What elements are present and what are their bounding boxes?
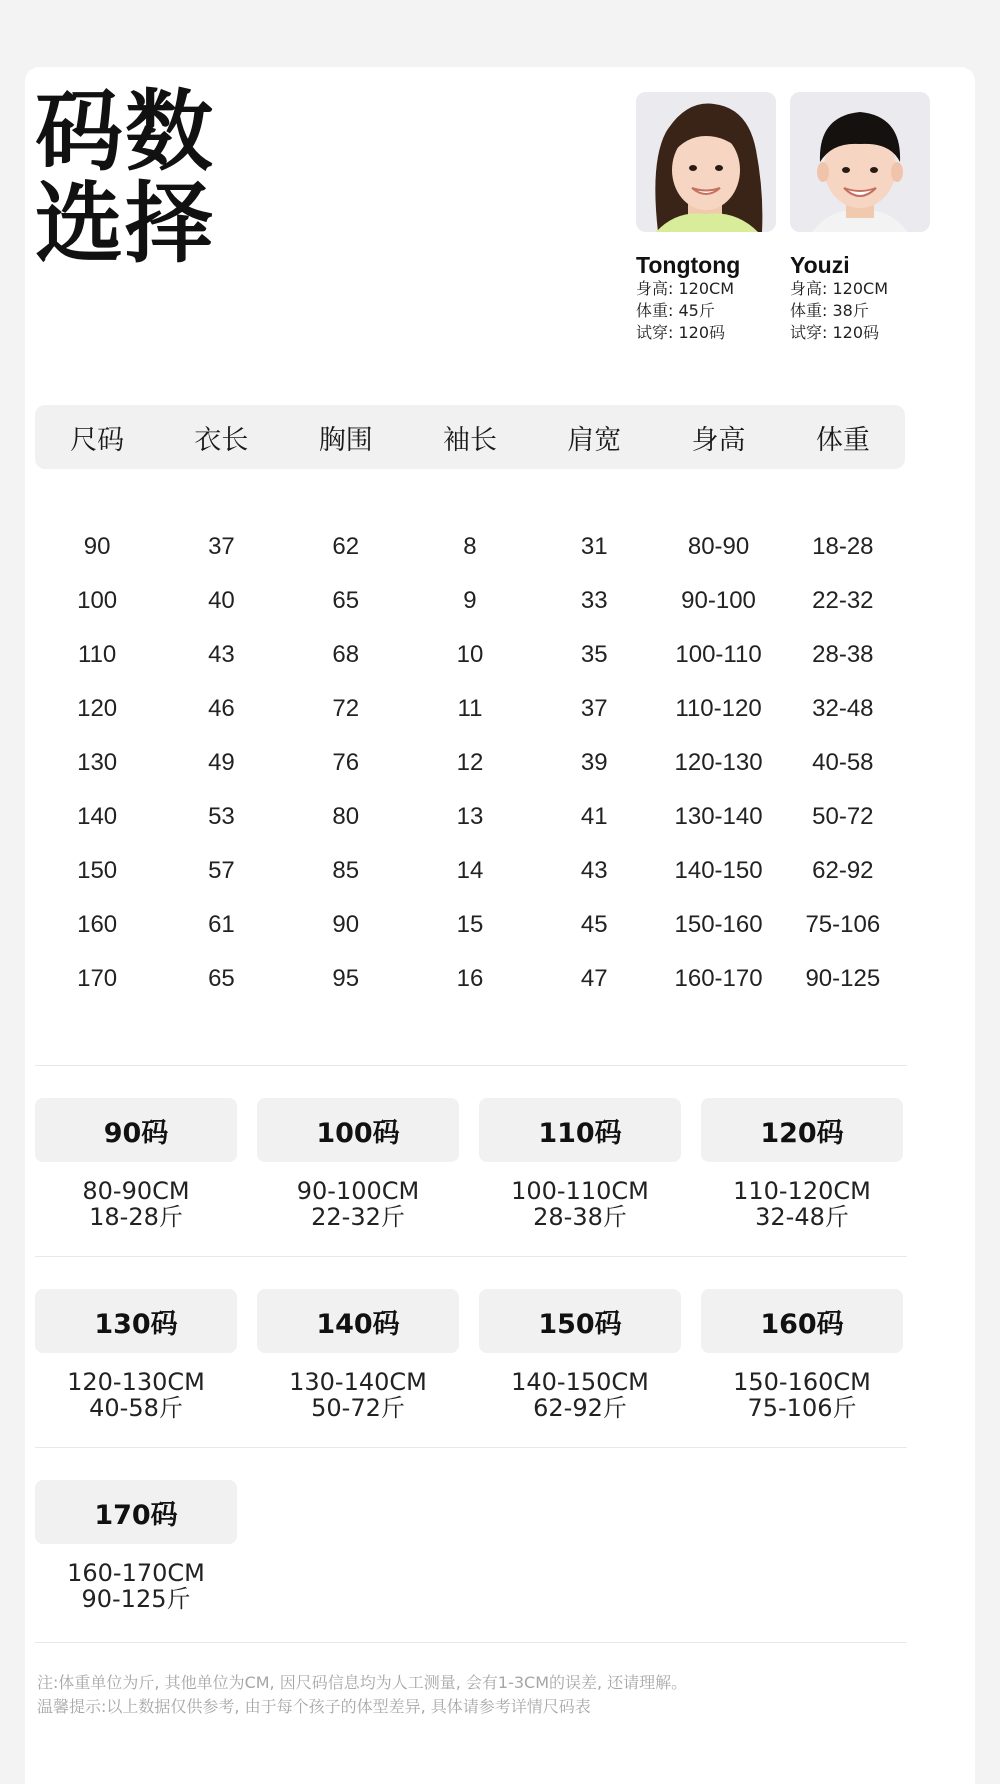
size-label: 120码 [701,1098,903,1162]
divider [35,1642,907,1643]
table-cell: 150 [77,857,118,884]
size-weight-range: 62-92斤 [533,1394,627,1422]
table-cell: 65 [208,965,235,992]
table-row [35,790,905,844]
table-cell: 80-90 [687,533,750,560]
size-weight-range: 75-106斤 [747,1394,857,1422]
table-cell: 160 [77,911,118,938]
size-height-range: 120-130CM [67,1368,205,1396]
table-row [35,952,905,1006]
header-height: 身高 [691,424,746,456]
header-chest: 胸围 [318,424,373,456]
table-cell: 130 [77,749,118,776]
model-try-size: 试穿: 120码 [790,323,880,342]
page-title [35,80,216,275]
table-cell: 9 [463,587,477,614]
table-cell: 14 [456,857,484,884]
table-cell: 46 [208,695,235,722]
size-card-120 [701,1098,903,1289]
table-cell: 11 [457,695,483,722]
table-cell: 75-106 [805,911,881,938]
table-cell: 33 [580,587,608,614]
table-cell: 32-48 [812,695,874,722]
table-cell: 13 [456,803,484,830]
size-height-range: 110-120CM [733,1177,871,1205]
table-cell: 16 [456,965,484,992]
model-height: 身高: 120CM [790,279,888,298]
size-height-range: 150-160CM [733,1368,871,1396]
table-cell: 110-120 [675,695,762,722]
divider [35,1065,907,1066]
model-try-size: 试穿: 120码 [636,323,726,342]
table-row [35,520,905,574]
table-cell: 43 [208,641,235,668]
table-cell: 65 [332,587,360,614]
table-cell: 37 [208,533,235,560]
header-weight: 体重 [815,424,870,456]
table-cell: 68 [332,641,360,668]
table-cell: 8 [463,533,477,560]
table-cell: 47 [580,965,608,992]
table-cell: 90 [332,911,360,938]
size-card-140 [257,1289,459,1480]
size-card-110 [479,1098,681,1289]
table-row [35,736,905,790]
table-cell: 12 [456,749,484,776]
note-units: 注:体重单位为斤, 其他单位为CM, 因尺码信息均为人工测量, 会有1-3CM的误差, 还请理解。 [37,1673,688,1692]
size-label: 160码 [701,1289,903,1353]
table-cell: 160-170 [674,965,763,992]
divider [35,1256,907,1257]
header-size: 尺码 [70,424,125,456]
size-table-body [35,520,905,1006]
table-cell: 72 [332,695,360,722]
table-cell: 49 [208,749,235,776]
table-cell: 100 [77,587,118,614]
table-cell: 140-150 [674,857,763,884]
size-label: 100码 [257,1098,459,1162]
model-name: Youzi [790,252,850,278]
size-label: 90码 [35,1098,237,1162]
table-cell: 22-32 [812,587,874,614]
size-weight-range: 32-48斤 [755,1203,849,1231]
table-cell: 90-125 [805,965,881,992]
table-cell: 41 [580,803,608,830]
size-label: 130码 [35,1289,237,1353]
size-card-130 [35,1289,237,1480]
footnotes [37,1671,907,1719]
size-height-range: 80-90CM [82,1177,190,1205]
table-cell: 170 [77,965,118,992]
table-cell: 40 [208,587,235,614]
size-card-160 [701,1289,903,1480]
size-weight-range: 40-58斤 [89,1394,183,1422]
table-cell: 90-100 [681,587,756,614]
divider [35,1447,907,1448]
title-line-2: 选择 [35,172,216,275]
table-cell: 110 [78,641,117,668]
table-cell: 35 [580,641,608,668]
table-cell: 53 [208,803,235,830]
table-cell: 130-140 [674,803,763,830]
table-cell: 43 [580,857,608,884]
size-weight-range: 50-72斤 [311,1394,405,1422]
size-table-header [35,405,905,469]
table-row [35,844,905,898]
size-card-row [35,1098,907,1289]
title-line-1: 码数 [35,80,216,183]
size-card-150 [479,1289,681,1480]
table-row [35,628,905,682]
table-cell: 10 [456,641,484,668]
table-cell: 57 [208,857,235,884]
size-weight-range: 28-38斤 [533,1203,627,1231]
size-label: 110码 [479,1098,681,1162]
model-card-tongtong [636,92,776,344]
header-length: 衣长 [194,424,249,456]
size-label: 150码 [479,1289,681,1353]
model-name: Tongtong [636,252,741,278]
table-cell: 18-28 [812,533,874,560]
model-weight: 体重: 45斤 [636,301,715,320]
table-cell: 15 [456,911,484,938]
header-shoulder: 肩宽 [567,424,622,456]
table-cell: 140 [77,803,118,830]
table-cell: 28-38 [812,641,874,668]
table-cell: 90 [83,533,111,560]
size-height-range: 160-170CM [67,1559,205,1587]
note-tip: 温馨提示:以上数据仅供参考, 由于每个孩子的体型差异, 具体请参考详情尺码表 [37,1697,591,1716]
size-weight-range: 22-32斤 [311,1203,405,1231]
size-height-range: 100-110CM [511,1177,649,1205]
size-height-range: 130-140CM [289,1368,427,1396]
table-cell: 85 [332,857,360,884]
table-cell: 76 [332,749,360,776]
size-card-100 [257,1098,459,1289]
table-cell: 62-92 [812,857,874,884]
size-card-90 [35,1098,237,1289]
table-cell: 61 [208,911,235,938]
model-weight: 体重: 38斤 [790,301,869,320]
table-cell: 50-72 [812,803,874,830]
header-sleeve: 袖长 [442,424,497,456]
table-cell: 39 [580,749,608,776]
table-cell: 37 [580,695,608,722]
table-cell: 100-110 [675,641,762,668]
size-height-range: 140-150CM [511,1368,649,1396]
table-cell: 120-130 [674,749,763,776]
table-cell: 95 [332,965,360,992]
model-photo-girl [636,92,776,232]
size-cards [35,1098,907,1671]
table-cell: 40-58 [812,749,874,776]
model-photo-boy [790,92,930,232]
table-cell: 45 [580,911,608,938]
size-label: 170码 [35,1480,237,1544]
size-card-row [35,1289,907,1480]
size-weight-range: 90-125斤 [81,1585,191,1613]
table-cell: 80 [332,803,360,830]
table-cell: 150-160 [674,911,763,938]
model-card-youzi [790,92,930,344]
size-weight-range: 18-28斤 [89,1203,183,1231]
table-cell: 120 [77,695,118,722]
table-cell: 62 [332,533,360,560]
size-height-range: 90-100CM [296,1177,420,1205]
model-height: 身高: 120CM [636,279,734,298]
table-row [35,898,905,952]
table-row [35,574,905,628]
size-label: 140码 [257,1289,459,1353]
table-row [35,682,905,736]
table-cell: 31 [580,533,608,560]
